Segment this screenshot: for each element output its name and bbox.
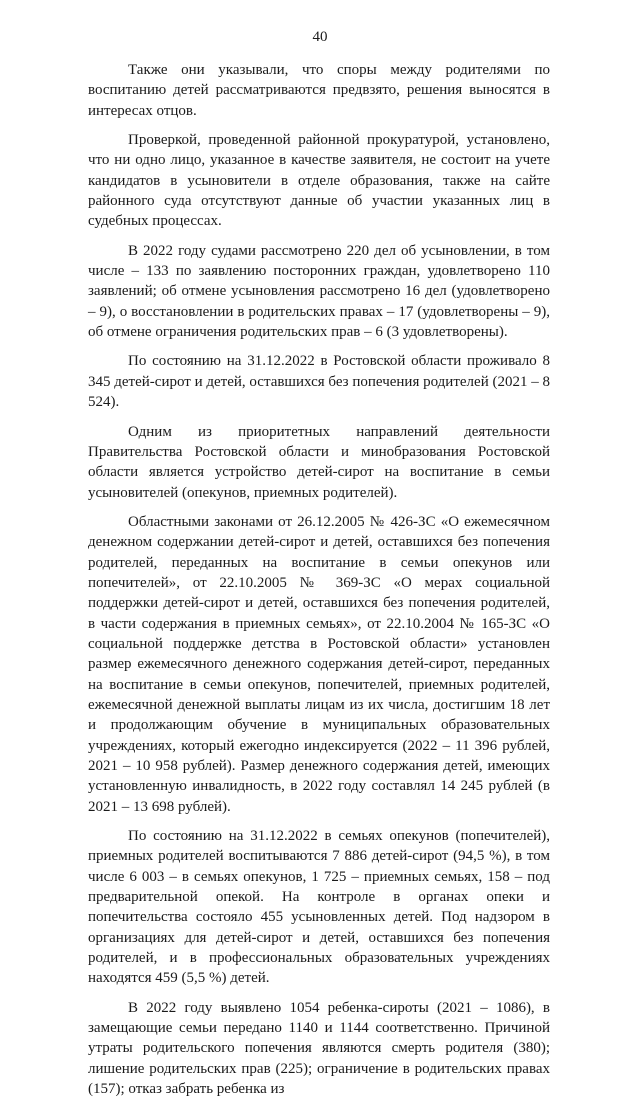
paragraph-government-priority: Одним из приоритетных направлений деятельности Правительства Ростовской области и минобразования Ростовской области является устройство детей-сирот на воспитание в семьи усыновителей (опекунов, приемных родителей). bbox=[88, 423, 550, 501]
paragraph-adoption-cases-2022: В 2022 году судами рассмотрено 220 дел об усыновлении, в том числе – 133 по заявлению посторонних граждан, удовлетворено 110 заявлений; об отмене усыновления рассмотрено 16 дел (удовлетворено – 9), о восстановлении в родительских правах – 17 (удовлетворены – 9), об отмене ограничения родительских прав – 6 (3 удовлетворены). bbox=[88, 242, 550, 341]
paragraph-dispute-complaints: Также они указывали, что споры между родителями по воспитанию детей рассматриваются предвзято, решения выносятся в интересах отцов. bbox=[88, 62, 550, 119]
paragraph-identified-orphans: В 2022 году выявлено 1054 ребенка-сироты (2021 – 1086), в замещающие семьи передано 1140 и 1144 соответственно. Причиной утраты родительского попечения являются смерть родителя (380); лишение родительских прав (225); ограничение в родительских правах (157); отказ забрать ребенка из bbox=[88, 999, 550, 1098]
paragraph-prosecutor-check: Проверкой, проведенной районной прокуратурой, установлено, что ни одно лицо, указанное в качестве заявителя, не состоит на учете кандидатов в усыновители в отделе образования, также на сайте районного суда отсутствуют данные об участии указанных лиц в судебных процессах. bbox=[88, 132, 550, 230]
paragraph-foster-families: По состоянию на 31.12.2022 в семьях опекунов (попечителей), приемных родителей воспитываются 7 886 детей-сирот (94,5 %), в том числе 6 003 – в семьях опекунов, 1 725 – приемных семьях, 158 – под предварительной опекой. На контроле в органах опеки и попечительства состояло 455 усыновленных детей. Под надзором в организациях для детей-сирот и детей, оставшихся без попечения родителей, и в профессиональных образовательных учреждениях находятся 459 (5,5 %) детей. bbox=[88, 828, 550, 987]
paragraph-regional-laws: Областными законами от 26.12.2005 № 426-ЗС «О ежемесячном денежном содержании детей-сирот и детей, оставшихся без попечения родителей, переданных на воспитание в семьи опекунов или попечителей», от 22.10.2005 № 369-ЗС «О мерах социальной поддержки детей-сирот и детей, оставшихся без попечения родителей, в части содержания в приемных семьях», от 22.10.2004 № 165-ЗС «О социальной поддержке детства в Ростовской области» установлен размер ежемесячного денежного содержания детей-сирот, переданных на воспитание в семьи опекунов, попечителей, приемных родителей, ежемесячной денежной выплаты лицам из их числа, достигшим 18 лет и продолжающим обучение в муниципальных образовательных учреждениях, который ежегодно индексируется (2022 – 11 396 рублей, 2021 – 10 958 рублей). Размер денежного содержания детей, имеющих установленную инвалидность, в 2022 году составлял 14 245 рублей (в 2021 – 13 698 рублей). bbox=[88, 513, 550, 815]
paragraph-orphans-count: По состоянию на 31.12.2022 в Ростовской области проживало 8 345 детей-сирот и детей, оставшихся без попечения родителей (2021 – 8 524). bbox=[88, 353, 550, 411]
document-body bbox=[88, 60, 550, 1109]
page-number: 40 bbox=[312, 29, 328, 45]
